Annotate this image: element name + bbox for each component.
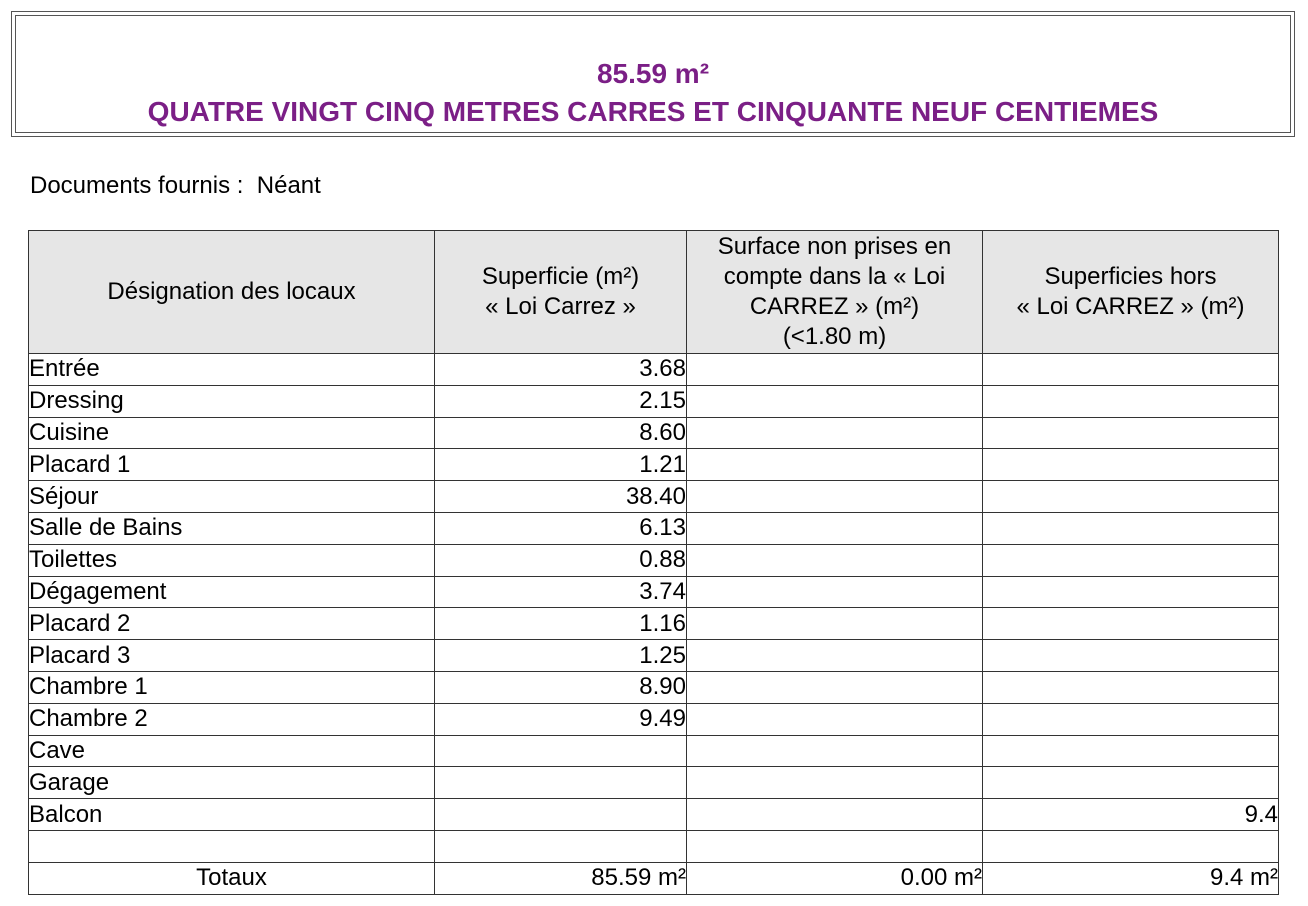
outside-carrez-cell [983, 735, 1279, 767]
excluded-surface-cell [687, 799, 983, 831]
room-name-cell: Cave [29, 735, 435, 767]
outside-carrez-cell [983, 417, 1279, 449]
carrez-surface-cell [435, 830, 687, 862]
table-row [29, 608, 1279, 640]
table-row [29, 354, 1279, 386]
documents-provided [30, 172, 321, 200]
header-excluded-surface: Surface non prises en compte dans la « Loi CARREZ » (m²) (<1.80 m) [687, 231, 983, 354]
carrez-surface-cell: 8.90 [435, 671, 687, 703]
outside-carrez-cell [983, 354, 1279, 386]
excluded-surface-cell [687, 608, 983, 640]
carrez-surface-cell: 1.25 [435, 640, 687, 672]
excluded-surface-cell [687, 671, 983, 703]
carrez-surface-cell: 1.21 [435, 449, 687, 481]
carrez-surface-cell: 1.16 [435, 608, 687, 640]
table-row [29, 576, 1279, 608]
excluded-surface-cell [687, 481, 983, 513]
room-name-cell: Placard 1 [29, 449, 435, 481]
carrez-surface-cell: 3.74 [435, 576, 687, 608]
room-name-cell: Chambre 1 [29, 671, 435, 703]
room-name-cell [29, 830, 435, 862]
excluded-surface-cell [687, 576, 983, 608]
room-name-cell: Cuisine [29, 417, 435, 449]
table-row [29, 449, 1279, 481]
total-surface-value: 85.59 m² [596, 58, 710, 89]
room-name-cell: Placard 2 [29, 608, 435, 640]
carrez-surface-cell [435, 799, 687, 831]
outside-carrez-cell [983, 830, 1279, 862]
outside-carrez-cell [983, 576, 1279, 608]
carrez-surface-cell [435, 735, 687, 767]
excluded-surface-cell [687, 417, 983, 449]
carrez-surface-cell: 6.13 [435, 512, 687, 544]
outside-carrez-cell [983, 767, 1279, 799]
outside-carrez-cell [983, 385, 1279, 417]
total-outside-carrez: 9.4 m² [983, 862, 1279, 894]
room-name-cell: Entrée [29, 354, 435, 386]
table-row [29, 671, 1279, 703]
outside-carrez-cell [983, 481, 1279, 513]
excluded-surface-cell [687, 449, 983, 481]
table-row [29, 735, 1279, 767]
total-excluded-surface: 0.00 m² [687, 862, 983, 894]
header-designation: Désignation des locaux [29, 231, 435, 354]
table-body [29, 354, 1279, 895]
table-row [29, 640, 1279, 672]
carrez-surface-cell: 9.49 [435, 703, 687, 735]
outside-carrez-cell [983, 703, 1279, 735]
table-row [29, 417, 1279, 449]
outside-carrez-cell [983, 449, 1279, 481]
table-row [29, 703, 1279, 735]
surface-summary-box [11, 11, 1295, 137]
room-name-cell: Placard 3 [29, 640, 435, 672]
room-name-cell: Salle de Bains [29, 512, 435, 544]
totals-row [29, 862, 1279, 894]
room-name-cell: Séjour [29, 481, 435, 513]
excluded-surface-cell [687, 544, 983, 576]
header-carrez-surface: Superficie (m²) « Loi Carrez » [435, 231, 687, 354]
excluded-surface-cell [687, 703, 983, 735]
excluded-surface-cell [687, 735, 983, 767]
carrez-surface-cell: 8.60 [435, 417, 687, 449]
rooms-surface-table [28, 230, 1279, 895]
excluded-surface-cell [687, 640, 983, 672]
total-carrez-surface: 85.59 m² [435, 862, 687, 894]
documents-label: Documents fournis : [30, 172, 244, 199]
outside-carrez-cell: 9.4 [983, 799, 1279, 831]
table-row [29, 767, 1279, 799]
table-row [29, 385, 1279, 417]
outside-carrez-cell [983, 544, 1279, 576]
table-row [29, 512, 1279, 544]
carrez-surface-cell [435, 767, 687, 799]
table-row [29, 544, 1279, 576]
room-name-cell: Balcon [29, 799, 435, 831]
room-name-cell: Garage [29, 767, 435, 799]
table-row [29, 830, 1279, 862]
outside-carrez-cell [983, 512, 1279, 544]
documents-value: Néant [256, 172, 321, 199]
outside-carrez-cell [983, 640, 1279, 672]
room-name-cell: Chambre 2 [29, 703, 435, 735]
total-surface-words: QUATRE VINGT CINQ METRES CARRES ET CINQUANTE NEUF CENTIEMES [147, 96, 1159, 127]
carrez-surface-cell: 3.68 [435, 354, 687, 386]
table-header-row [29, 231, 1279, 354]
excluded-surface-cell [687, 354, 983, 386]
room-name-cell: Dressing [29, 385, 435, 417]
table-row [29, 799, 1279, 831]
carrez-surface-cell: 2.15 [435, 385, 687, 417]
totals-label: Totaux [29, 862, 435, 894]
header-outside-carrez: Superficies hors « Loi CARREZ » (m²) [983, 231, 1279, 354]
outside-carrez-cell [983, 671, 1279, 703]
outside-carrez-cell [983, 608, 1279, 640]
excluded-surface-cell [687, 830, 983, 862]
room-name-cell: Dégagement [29, 576, 435, 608]
carrez-surface-cell: 38.40 [435, 481, 687, 513]
carrez-surface-cell: 0.88 [435, 544, 687, 576]
room-name-cell: Toilettes [29, 544, 435, 576]
excluded-surface-cell [687, 385, 983, 417]
table-row [29, 481, 1279, 513]
excluded-surface-cell [687, 512, 983, 544]
excluded-surface-cell [687, 767, 983, 799]
